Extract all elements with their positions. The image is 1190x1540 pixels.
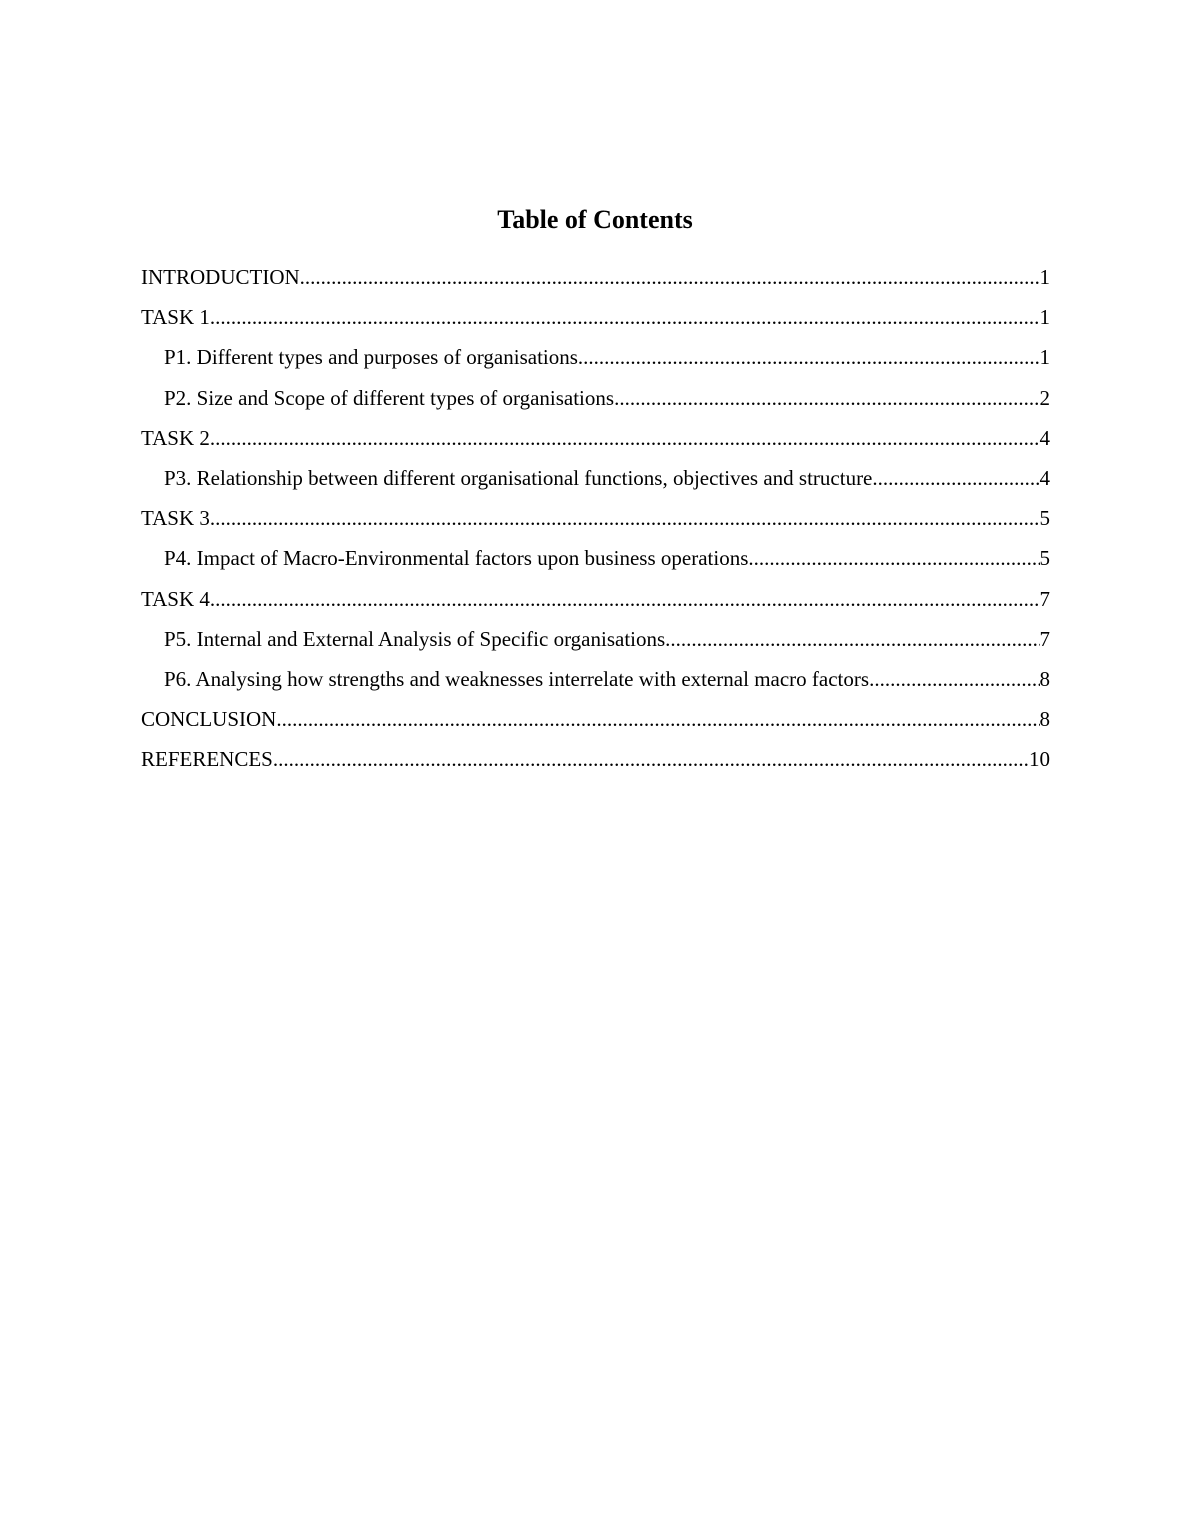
- toc-entry[interactable]: [141, 458, 1050, 498]
- toc-entry-text[interactable]: TASK 2: [141, 425, 210, 450]
- toc-dot-leader: [210, 498, 1040, 538]
- toc-entry-text[interactable]: P2. Size and Scope of different types of organisations: [164, 385, 615, 410]
- toc-dot-leader: [614, 378, 1039, 418]
- toc-dot-leader: [578, 337, 1040, 377]
- toc-entry[interactable]: [141, 418, 1050, 458]
- toc-page-number: 1: [1039, 345, 1050, 370]
- toc-entry-text[interactable]: P1. Different types and purposes of organisations: [164, 345, 578, 370]
- toc-entry-text[interactable]: REFERENCES: [141, 747, 273, 772]
- toc-dot-leader: [210, 297, 1040, 337]
- toc-page-number: 1: [1039, 265, 1050, 289]
- toc-entry[interactable]: [141, 498, 1050, 538]
- toc-page-number: 10: [1029, 747, 1050, 772]
- toc-page-number: 8: [1039, 707, 1050, 732]
- toc-entry-text[interactable]: TASK 4: [141, 586, 210, 611]
- toc-list: [141, 257, 1050, 779]
- toc-entry-text[interactable]: TASK 3: [141, 506, 210, 531]
- toc-entry[interactable]: [141, 337, 1050, 377]
- toc-title: Table of Contents: [497, 205, 693, 234]
- toc-page-number: 2: [1039, 385, 1050, 410]
- toc-entry-text[interactable]: INTRODUCTION: [141, 265, 300, 289]
- toc-entry-text[interactable]: TASK 1: [141, 305, 210, 330]
- toc-entry-text[interactable]: CONCLUSION: [141, 707, 277, 732]
- toc-page-number: 7: [1039, 626, 1050, 651]
- toc-entry[interactable]: [141, 538, 1050, 578]
- toc-entry[interactable]: [141, 378, 1050, 418]
- toc-entry[interactable]: [141, 659, 1050, 699]
- toc-entry[interactable]: [141, 739, 1050, 779]
- toc-dot-leader: [210, 579, 1040, 619]
- toc-entry-text[interactable]: P6. Analysing how strengths and weaknesses interrelate with external macro factors: [164, 666, 870, 691]
- toc-dot-leader: [210, 418, 1040, 458]
- toc-dot-leader: [276, 699, 1039, 739]
- toc-page-number: 8: [1039, 666, 1050, 691]
- toc-page-number: 4: [1039, 465, 1050, 490]
- toc-dot-leader: [748, 538, 1039, 578]
- toc-entry[interactable]: [141, 699, 1050, 739]
- toc-dot-leader: [665, 619, 1039, 659]
- toc-page-number: 1: [1039, 305, 1050, 330]
- toc-dot-leader: [869, 659, 1039, 699]
- toc-entry-text[interactable]: P5. Internal and External Analysis of Specific organisations: [164, 626, 666, 651]
- toc-page-number: 5: [1039, 506, 1050, 531]
- toc-page-number: 5: [1039, 546, 1050, 571]
- toc-entry[interactable]: [141, 579, 1050, 619]
- toc-page-number: 4: [1039, 425, 1050, 450]
- toc-dot-leader: [273, 739, 1029, 779]
- toc-dot-leader: [300, 257, 1040, 297]
- toc-page-number: 7: [1039, 586, 1050, 611]
- toc-entry[interactable]: [141, 257, 1050, 297]
- toc-entry-text[interactable]: P3. Relationship between different organisational functions, objectives and structure: [164, 465, 873, 490]
- toc-entry[interactable]: [141, 297, 1050, 337]
- toc-entry[interactable]: [141, 619, 1050, 659]
- toc-dot-leader: [872, 458, 1039, 498]
- toc-entry-text[interactable]: P4. Impact of Macro-Environmental factors upon business operations: [164, 546, 749, 571]
